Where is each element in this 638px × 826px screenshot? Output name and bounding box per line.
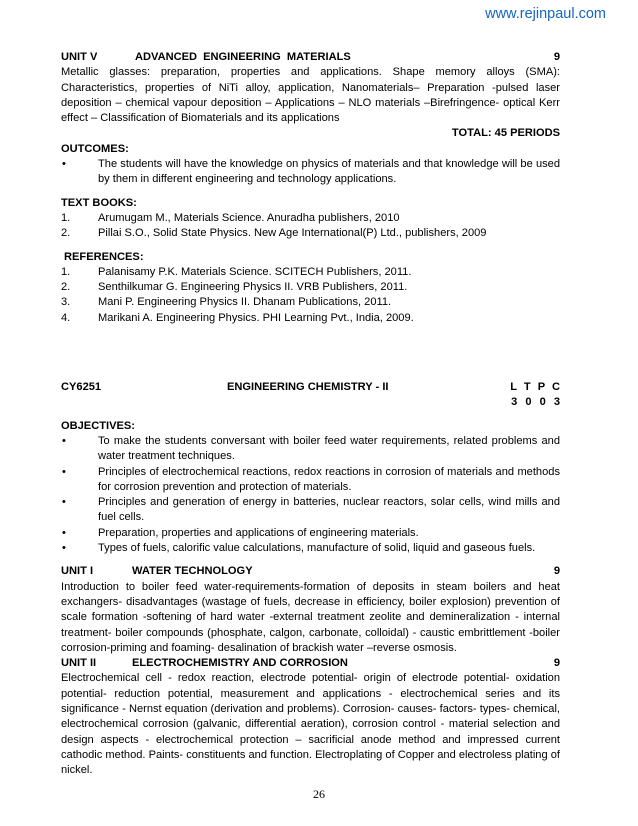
bullet-icon: • <box>62 434 66 447</box>
text-book-number: 2. <box>61 227 71 240</box>
reference-item <box>61 280 560 295</box>
outcome-item <box>61 157 560 188</box>
reference-item <box>61 311 560 326</box>
course-code: CY6251 <box>61 381 102 394</box>
outcome-text: The students will have the knowledge on physics of materials and that knowledge will be used by them in different engineering and technology applications. <box>98 158 560 186</box>
text-book-item <box>61 226 560 241</box>
objective-text: Preparation, properties and applications of engineering materials. <box>98 526 419 539</box>
reference-text: Palanisamy P.K. Materials Science. SCITECH Publishers, 2011. <box>98 265 412 278</box>
reference-text: Senthilkumar G. Engineering Physics II. VRB Publishers, 2011. <box>98 281 408 294</box>
objective-text: Principles of electrochemical reactions, redox reactions in corrosion of materials and methods for corrosion prevention and protection of materials. <box>98 465 560 493</box>
unit-v-label: UNIT V <box>61 51 98 63</box>
text-book-text: Arumugam M., Materials Science. Anuradha publishers, 2010 <box>98 211 400 224</box>
total-periods: TOTAL: 45 PERIODS <box>451 127 560 140</box>
unit-ii-text: Electrochemical cell - redox reaction, electrode potential- origin of electrode potential- oxidation potential- reduction potential, measurement and applications - electrochemical series and its significance - Nernst equation (derivation and problems). Corrosion- causes- factors- types- chemical, electrochemical corrosion (galvanic, differential aeration), corrosion control - material selection and design aspects - electrochemical protection – sacrificial anode method and impressed current cathodic method. Paints- constituents and function. Electroplating of Copper and electroless plating of nickel. <box>61 672 560 777</box>
bullet-icon: • <box>62 542 66 555</box>
text-book-item <box>61 211 560 226</box>
course-title: ENGINEERING CHEMISTRY - II <box>227 381 389 394</box>
objective-item <box>61 541 560 556</box>
objective-item <box>61 465 560 496</box>
text-books-heading: TEXT BOOKS: <box>61 196 137 209</box>
unit-v-title: ADVANCED ENGINEERING MATERIALS <box>135 51 351 63</box>
reference-text: Mani P. Engineering Physics II. Dhanam Publications, 2011. <box>98 296 392 309</box>
page-number: 26 <box>313 787 325 801</box>
reference-text: Marikani A. Engineering Physics. PHI Learning Pvt., India, 2009. <box>98 311 414 324</box>
unit-ii-heading <box>61 656 560 671</box>
text-book-text: Pillai S.O., Solid State Physics. New Age International(P) Ltd., publishers, 2009 <box>98 227 487 240</box>
reference-number: 4. <box>61 311 71 324</box>
ltpc-row <box>61 395 560 410</box>
objectives-heading: OBJECTIVES: <box>61 419 135 432</box>
references-heading: REFERENCES: <box>64 250 144 263</box>
unit-i-text: Introduction to boiler feed water-requirements-formation of deposits in steam boilers and heat exchangers- disadvantages (wastage of fuels, decrease in efficiency, boiler explosion) prevention of scale formation -softening of hard water -external treatment zeolite and demineralization - internal treatment- boiler compounds (phosphate, calgon, carbonate, colloidal) - caustic embrittlement -boiler corrosion-priming and foaming- desalination of brackish water –reverse osmosis. <box>61 580 560 654</box>
bullet-icon: • <box>62 465 66 478</box>
course-header <box>61 380 560 395</box>
reference-number: 1. <box>61 265 71 278</box>
objective-text: Principles and generation of energy in batteries, nuclear reactors, solar cells, wind mills and fuel cells. <box>98 496 560 524</box>
ltpc-values: 3 0 0 3 <box>511 396 560 409</box>
reference-item <box>61 265 560 280</box>
reference-number: 3. <box>61 296 71 309</box>
objective-item <box>61 495 560 526</box>
objective-text: Types of fuels, calorific value calculations, manufacture of solid, liquid and gaseous fuels. <box>98 542 536 555</box>
unit-i-label: UNIT I <box>61 565 94 578</box>
ltpc-header: L T P C <box>510 381 560 394</box>
unit-v-heading <box>61 50 560 65</box>
unit-v-text: Metallic glasses: preparation, properties and applications. Shape memory alloys (SMA): Characteristics, properties of NiTi alloy, application, Nanomaterials– Preparation -pulsed laser deposition – chemical vapour deposition – Applications – NLO materials –Birefringence- optical Kerr effect – Classification of Biomaterials and its applications <box>61 66 560 125</box>
reference-item <box>61 295 560 310</box>
outcomes-heading: OUTCOMES: <box>61 142 129 155</box>
bullet-icon: • <box>62 496 66 509</box>
unit-ii-hours: 9 <box>553 657 560 670</box>
unit-i-title: WATER TECHNOLOGY <box>132 565 253 578</box>
bullet-icon: • <box>62 526 66 539</box>
watermark-link[interactable]: www.rejinpaul.com <box>485 6 606 22</box>
unit-i-heading <box>61 564 560 579</box>
unit-v-hours: 9 <box>553 51 560 63</box>
objective-text: To make the students conversant with boiler feed water requirements, related problems and water treatment techniques. <box>98 434 560 463</box>
text-book-number: 1. <box>61 211 71 224</box>
unit-ii-title: ELECTROCHEMISTRY AND CORROSION <box>132 657 348 670</box>
unit-ii-label: UNIT II <box>61 657 97 670</box>
bullet-icon: • <box>62 158 66 171</box>
unit-i-hours: 9 <box>553 565 560 578</box>
objective-item <box>61 526 560 541</box>
reference-number: 2. <box>61 281 71 294</box>
objective-item <box>61 434 560 465</box>
document-body <box>61 50 560 778</box>
